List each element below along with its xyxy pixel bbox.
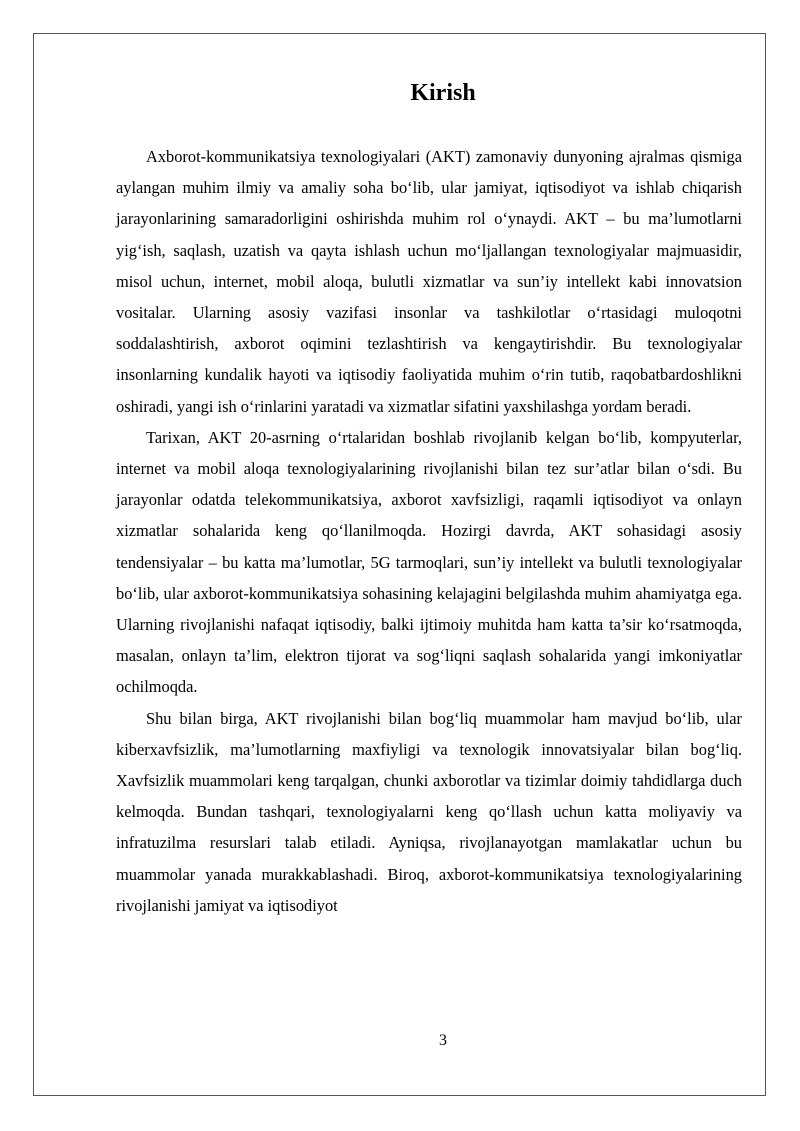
paragraph-1: Axborot-kommunikatsiya texnologiyalari (AKT) zamonaviy dunyoning ajralmas qismiga aylangan muhim ilmiy va amaliy soha bo‘lib, ular jamiyat, iqtisodiyot va ishlab chiqarish jarayonlarining samaradorligini oshirishda muhim rol o‘ynaydi. AKT – bu ma’lumotlarni yig‘ish, saqlash, uzatish va qayta ishlash uchun mo‘ljallangan texnologiyalar majmuasidir, misol uchun, internet, mobil aloqa, bulutli xizmatlar va sun’iy intellekt kabi innovatsion vositalar. Ularning asosiy vazifasi insonlar va tashkilotlar o‘rtasidagi muloqotni soddalashtirish, axborot oqimini tezlashtirish va kengaytirishdir. Bu texnologiyalar insonlarning kundalik hayoti va iqtisodiy faoliyatida muhim o‘rin tutib, raqobatbardoshlikni oshiradi, yangi ish o‘rinlarini yaratadi va xizmatlar sifatini yaxshilashga yordam beradi.: [116, 147, 742, 416]
document-body: [116, 141, 742, 921]
page-title: Kirish: [410, 80, 476, 106]
paragraph-3: Shu bilan birga, AKT rivojlanishi bilan bog‘liq muammolar ham mavjud bo‘lib, ular kiberxavfsizlik, ma’lumotlarning maxfiyligi va texnologik innovatsiyalar bilan bog‘liq. Xavfsizlik muammolari keng tarqalgan, chunki axborotlar va tizimlar doimiy tahdidlarga duch kelmoqda. Bundan tashqari, texnologiyalarni keng qo‘llash uchun katta moliyaviy va infratuzilma resurslari talab etiladi. Ayniqsa, rivojlanayotgan mamlakatlar uchun bu muammolar yanada murakkablashadi. Biroq, axborot-kommunikatsiya texnologiyalarining rivojlanishi jamiyat va iqtisodiyot: [116, 708, 742, 915]
page-number: 3: [439, 1032, 447, 1049]
paragraph-2: Tarixan, AKT 20-asrning o‘rtalaridan boshlab rivojlanib kelgan bo‘lib, kompyuterlar, internet va mobil aloqa texnologiyalarining rivojlanishi bilan tez sur’atlar bilan o‘sdi. Bu jarayonlar odatda telekommunikatsiya, axborot xavfsizligi, raqamli iqtisodiyot va onlayn xizmatlar sohalarida keng qo‘llanilmoqda. Hozirgi davrda, AKT sohasidagi asosiy tendensiyalar – bu katta ma’lumotlar, 5G tarmoqlari, sun’iy intellekt va bulutli texnologiyalar bo‘lib, ular axborot-kommunikatsiya sohasining kelajagini belgilashda muhim ahamiyatga ega. Ularning rivojlanishi nafaqat iqtisodiy, balki ijtimoiy muhitda ham katta ta’sir ko‘rsatmoqda, masalan, onlayn ta’lim, elektron tijorat va sog‘liqni saqlash sohalarida yangi imkoniyatlar ochilmoqda.: [116, 427, 742, 697]
